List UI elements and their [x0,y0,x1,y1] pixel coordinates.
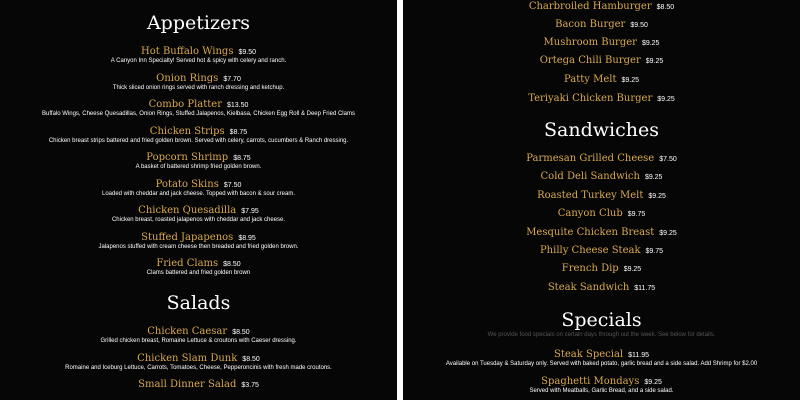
item-description: Romaine and Iceburg Lettuce, Carrots, Tomatoes, Cheese, Pepperoncinis with fresh made croutons. [65,365,332,371]
item-price: $9.50 [238,49,256,56]
item-price: $9.25 [657,96,675,103]
item-price: $3.75 [241,382,259,389]
item-name: Charbroiled Hamburger [528,1,652,12]
item-name: Patty Melt [563,74,617,85]
item-description: Loaded with cheddar and jack cheese. Topped with bacon & sour cream. [101,191,295,197]
item-name: Popcorn Shrimp [146,152,229,163]
item-price: $9.25 [659,230,677,237]
menu-item-mushroom-burger [403,34,800,51]
item-price: $8.75 [229,129,248,136]
item-name: Steak Special [553,349,624,360]
menu-item-small-dinner-salad [0,376,397,393]
item-price: $9.25 [645,58,664,65]
item-price: $9.50 [630,22,648,29]
menu-item-philly-cheese-steak [403,242,800,259]
item-price: $7.95 [241,208,259,215]
menu-item-patty-melt [403,71,800,88]
item-name: Ortega Chili Burger [539,55,641,66]
item-description: Available on Tuesday & Saturday only. Served with baked potato, garlic bread and a side salad. Add Shrimp for $2.00 [445,361,758,367]
item-price: $9.25 [648,193,666,200]
item-name: Spaghetti Mondays [541,376,640,387]
item-description: Clams battered and fried golden brown [146,270,251,276]
item-description: Buffalo Wings, Cheese Quesadillas, Onion Rings, Stuffed Jalapenos, Kielbasa, Chicken Egg Roll & Deep Fried Clams [42,111,355,117]
item-name: Philly Cheese Steak [539,245,641,256]
menu-item-ortega-chili-burger [403,52,800,69]
item-price: $9.75 [645,248,664,255]
item-name: Mesquite Chicken Breast [526,227,655,238]
menu-item-cold-deli-sandwich [403,168,800,185]
menu-item-charbroiled-hamburger [403,0,800,15]
menu-item-bacon-burger [403,16,800,33]
item-price: $9.25 [621,77,639,84]
salads-heading: Salads [166,292,231,314]
menu-left-column [0,0,397,400]
item-description: Chicken breast, roasted jalapenos with cheddar and jack cheese. [111,217,286,223]
item-price: $9.25 [644,174,663,181]
item-description: A Canyon Inn Specialty! Served hot & spicy with celery and ranch. [110,58,287,64]
item-name: Stuffed Japapenos [141,232,234,243]
item-name: Bacon Burger [555,19,626,30]
menu-right-column [403,0,800,400]
item-price: $8.50 [656,4,675,11]
item-name: Teriyaki Chicken Burger [528,93,653,104]
item-name: Chicken Quesadilla [138,205,237,216]
item-description: Served with Meatballs, Garlic Bread, and a side salad. [529,388,674,394]
menu-item-teriyaki-chicken-burger [403,90,800,107]
menu-item-canyon-club [403,205,800,222]
item-price: $13.50 [226,102,249,109]
item-name: Chicken Slam Dunk [137,353,238,364]
menu-item-mesquite-chicken-breast [403,224,800,241]
item-name: Mushroom Burger [543,37,637,48]
item-name: Roasted Turkey Melt [537,190,644,201]
specials-heading: Specials [561,309,642,331]
menu-item-roasted-turkey-melt [403,187,800,204]
item-name: Onion Rings [156,73,219,84]
item-price: $11.95 [628,352,649,359]
item-price: $9.25 [623,266,642,273]
item-name: Fried Clams [156,258,219,269]
specials-note: We provide food specials on certain days through out the week. See below for details. [487,332,716,338]
item-description: Jalapenos stuffed with cream cheese then breaded and fried golden brown. [98,244,299,250]
item-price: $8.50 [223,261,241,268]
item-name: Cold Deli Sandwich [540,171,640,182]
item-name: Small Dinner Salad [138,379,237,390]
item-description: Chicken breast strips battered and fried golden brown. Served with celery, carrots, cucumbers & Ranch dressing. [48,138,349,144]
item-price: $7.50 [223,182,242,189]
item-price: $9.25 [644,379,662,386]
item-price: $11.75 [634,285,656,292]
menu-item-steak-sandwich [403,279,800,296]
item-price: $9.25 [641,40,660,47]
item-description: Thick sliced onion rings served with ranch dressing and ketchup. [112,85,285,91]
appetizers-heading: Appetizers [146,12,251,34]
menu-item-parmesan-grilled-cheese [403,150,800,167]
item-name: French Dip [561,263,619,274]
sandwiches-heading: Sandwiches [544,119,659,141]
item-price: $7.70 [223,76,241,83]
item-name: Canyon Club [557,208,623,219]
item-name: Steak Sandwich [547,282,630,293]
item-price: $9.75 [627,211,646,218]
item-name: Parmesan Grilled Cheese [526,153,655,164]
item-name: Combo Platter [148,99,222,110]
item-price: $7.50 [659,156,677,163]
item-description: A basket of battered shrimp fried golden brown. [135,164,262,170]
item-price: $8.75 [233,155,251,162]
item-name: Chicken Caesar [147,326,228,337]
item-name: Potato Skins [155,179,219,190]
item-price: $8.50 [232,329,250,336]
item-price: $8.95 [238,235,256,242]
item-name: Chicken Strips [149,126,225,137]
item-name: Hot Buffalo Wings [141,46,234,57]
item-description: Grilled chicken breast, Romaine Lettuce & croutons with Caeser dressing. [100,338,297,344]
menu-item-french-dip [403,260,800,277]
item-price: $8.50 [242,356,260,363]
